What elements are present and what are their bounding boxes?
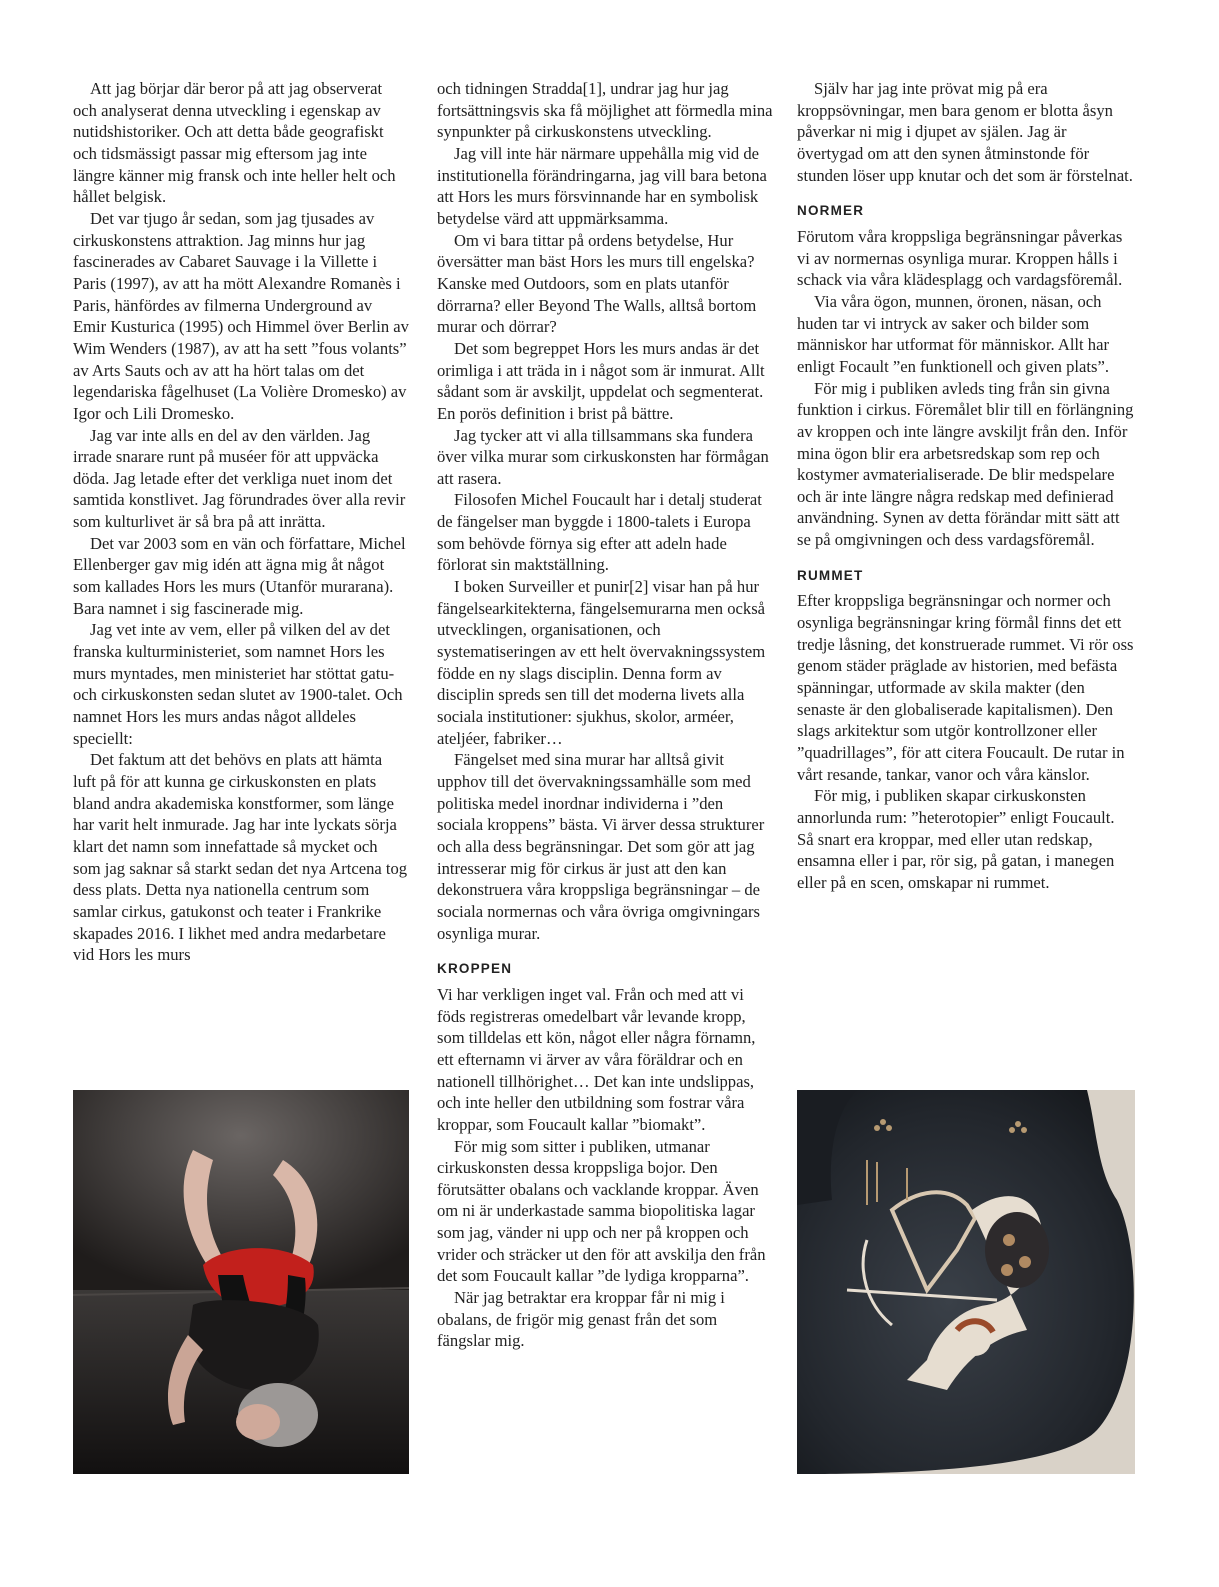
paragraph: Det som begreppet Hors les murs andas är det orimliga i att träda in i något som är inmurat. Allt sådant som är avskiljt, uppdelat och segmenterat. En porös definition i brist på bättre. <box>437 338 765 423</box>
section-heading-rummet: RUMMET <box>797 567 864 583</box>
paragraph: Vi har verkligen inget val. Från och med att vi föds registreras omedelbart vår levande kropp, som tilldelas ett kön, något eller några förnamn, ett efternamn vi ärver av våra föräldrar och en nationell tillhörighet… Det kan inte undslippas, och inte heller den utbildning som fostrar våra kroppar, som Foucault kallar ”biomakt”. <box>437 984 756 1134</box>
paragraph: Fängelset med sina murar har alltså givit upphov till det övervakningssamhälle som med politiska medel inordnar individerna i ”den sociala kroppens” bästa. Vi ärver dessa strukturer och alla dess begränsningar. Det som gör att jag intresserar mig för cirkus är just att den kan dekonstruera våra kroppsliga begränsningar – de sociala normernas och våra övriga omgivningars osynliga murar. <box>437 750 765 943</box>
paragraph: Det var tjugo år sedan, som jag tjusades av cirkuskonstens attraktion. Jag minns hur jag fascinerades av Cabaret Sauvage i la Villette i Paris (1997), av att ha mött Alexandre Romanès i Paris, hänfördes av filmerna Underground av Emir Kusturica (1995) och Himmel över Berlin av Wim Wenders (1987), av att ha sett ”fous volants” av Arts Sauts och av att ha hört talas om det legendariska fågelhuset (La Volière Dromesko) av Igor och Lili Dromesko. <box>73 208 409 423</box>
paragraph: Det var 2003 som en vän och författare, Michel Ellenberger gav mig idén att ägna mig åt något som kallades Hors les murs (Utanför murarana). Bara namnet i sig fascinerade mig. <box>73 533 406 618</box>
paragraph: Efter kroppsliga begränsningar och normer och osynliga begränsningar kring förmål finns det ett tredje låsning, det konstruerade rummet. Vi rör oss genom städer präglade av historien, med befästa spänningar, utformade av skila makter (den senaste är den globaliserade kapitalismen). Den slags arkitektur som utgör kontrollzoner eller ”quadrillages”, för att citera Foucault. De rutar in vårt resande, tankar, vanor och våra känslor. <box>797 591 1134 784</box>
performer-photo-illustration <box>73 1090 409 1474</box>
paragraph: Jag var inte alls en del av den världen. Jag irrade snarare runt på muséer för att uppväcka döda. Jag letade efter det verkliga nuet inom det samtida konstlivet. Jag förundrades över alla revir som kulturlivet är så bra på att inrätta. <box>73 425 406 532</box>
paragraph: Via våra ögon, munnen, öronen, näsan, och huden tar vi intryck av saker och bilder som människor har utformat för människor. Allt har enligt Focault ”en funktionell och given plats”. <box>797 291 1109 376</box>
performer-photo <box>73 1090 409 1474</box>
paragraph: När jag betraktar era kroppar får ni mig i obalans, de frigör mig genast från det som fängslar mig. <box>437 1288 725 1351</box>
article-column-3 <box>797 78 1135 894</box>
paragraph: Filosofen Michel Foucault har i detalj studerat de fängelser man byggde i 1800-talets i Europa som behövde förnya sig efter att adeln hade förlorat sin maktställning. <box>437 490 762 575</box>
article-column-1 <box>73 78 409 966</box>
paragraph: Jag vet inte av vem, eller på vilken del av det franska kulturministeriet, som namnet Hors les murs myntades, men ministeriet har stöttat gatu- och cirkuskonsten sedan slutet av 1900-talet. Och namnet Hors les murs andas något alldeles speciellt: <box>73 620 403 748</box>
paragraph: och tidningen Stradda[1], undrar jag hur jag fortsättningsvis ska få möjlighet att förmedla mina synpunkter på cirkuskonstens utveckling. <box>437 79 773 142</box>
vase-photo-illustration <box>797 1090 1135 1474</box>
paragraph: Jag vill inte här närmare uppehålla mig vid de institutionella förändringarna, jag vill bara betona att Hors les murs försvinnande har en symbolisk betydelse värd att uppmärksamma. <box>437 143 767 228</box>
paragraph: I boken Surveiller et punir[2] visar han på hur fängelsearkitekterna, fängelsemurarna men också utvecklingen, organisationen, och systematiseringen av ett helt övervakningssystem födde en ny slags disciplin. Denna form av disciplin spreds sen till det moderna livets alla sociala institutioner: sjukhus, skolor, arméer, ateljéer, fabriker… <box>437 577 766 748</box>
paragraph: Om vi bara tittar på ordens betydelse, Hur översätter man bäst Hors les murs till engelska? Kanske med Outdoors, som en plats utanför dörrarna? eller Beyond The Walls, alltså bortom murar och dörrar? <box>437 230 757 337</box>
paragraph: Jag tycker att vi alla tillsammans ska fundera över vilka murar som cirkuskonsten har förmågan att rasera. <box>437 425 769 488</box>
paragraph: Förutom våra kroppsliga begränsningar påverkas vi av normernas osynliga murar. Kroppen hålls i schack via våra klädesplagg och vardagsföremål. <box>797 226 1123 290</box>
section-heading-kroppen: KROPPEN <box>437 961 513 977</box>
paragraph: För mig, i publiken skapar cirkuskonsten annorlunda rum: ”heterotopier” enligt Foucault. Så snart era kroppar, med eller utan redskap, ensamna eller i par, rör sig, på gatan, i manegen eller på en scen, omskapar ni rummet. <box>797 786 1115 892</box>
vase-photo <box>797 1090 1135 1474</box>
paragraph: Att jag börjar där beror på att jag observerat och analyserat denna utveckling i egenskap av nutidshistoriker. Och att detta både geografiskt och tidsmässigt passar mig eftersom jag inte längre känner mig fransk och inte heller helt och hållet belgisk. <box>73 79 396 207</box>
paragraph: Själv har jag inte prövat mig på era kroppsövningar, men bara genom er blotta åsyn påverkar ni mig i djupet av själen. Jag är övertygad om att den synen åtminstonde för stunden löser upp knutar och det som är förstelnat. <box>797 79 1133 185</box>
paragraph: För mig i publiken avleds ting från sin givna funktion i cirkus. Föremålet blir till en förlängning av kroppen och inte längre avskiljt från den. Inför mina ögon blir era arbetsredskap som rep och kostymer avmaterialiserade. De blir medspelare och är inte längre några redskap med definierad användning. Synen av detta förändar mitt sätt att se på omgivningen och dess vardagsföremål. <box>797 378 1134 550</box>
paragraph: Det faktum att det behövs en plats att hämta luft på för att kunna ge cirkuskonsten en plats bland andra akademiska konstformer, som länge har varit helt inmurade. Jag har inte lyckats sörja klart det namn som innefattade så mycket och som jag saknar så starkt sedan det nya Artcena tog dess plats. Detta nya nationella centrum som samlar cirkus, gatukonst och teater i Frankrike skapades 2016. I likhet med andra medarbetare vid Hors les murs <box>73 750 408 965</box>
paragraph: För mig som sitter i publiken, utmanar cirkuskonsten dessa kroppsliga bojor. Den förutsätter obalans och vacklande kroppar. Även om ni är underkastade samma biopolitiska lagar som jag, vänder ni upp och ner på kroppen och vrider och sträcker ut den för att avskilja den från det som Foucault kallar ”de lydiga kropparna”. <box>437 1136 766 1286</box>
section-heading-normer: NORMER <box>797 203 865 219</box>
article-column-2 <box>437 78 773 1352</box>
